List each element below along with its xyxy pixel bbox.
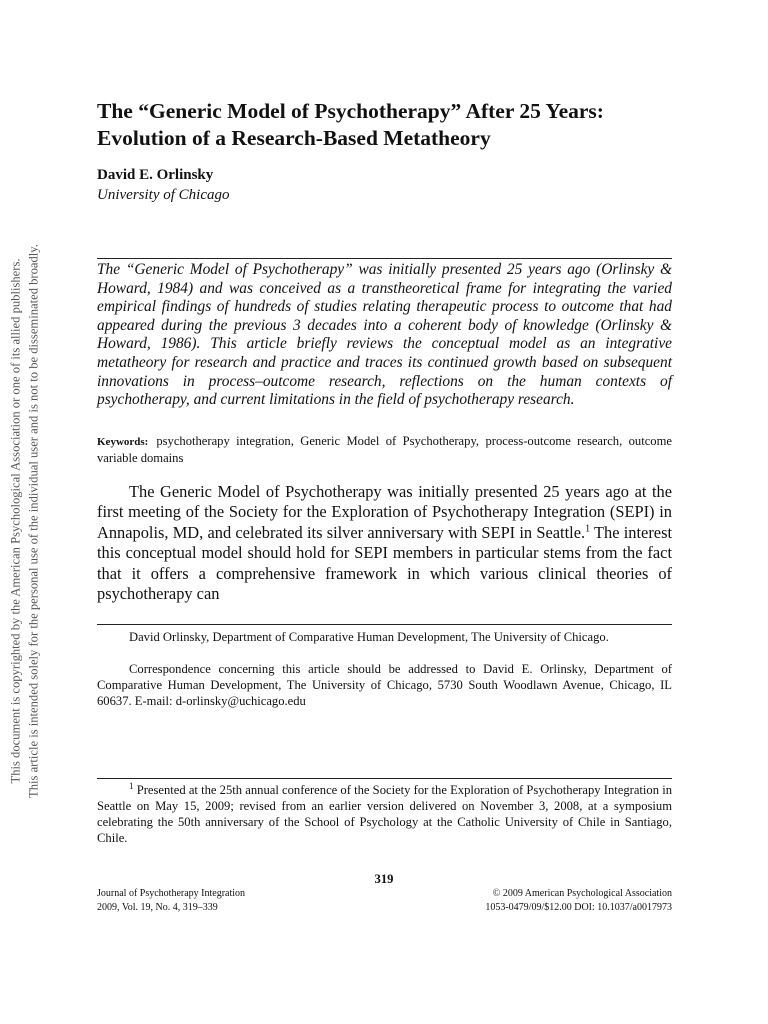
- volume-info: 2009, Vol. 19, No. 4, 319–339: [97, 902, 218, 913]
- footnote: [97, 782, 672, 846]
- footnote-marker: 1: [129, 780, 134, 791]
- author-note-affiliation: David Orlinsky, Department of Comparative Human Development, The University of Chicago.: [129, 630, 609, 644]
- body-text-before-note: The Generic Model of Psychotherapy was initially presented 25 years ago at the first meeting of the Society for the Exploration of Psychotherapy Integration (SEPI) in Annapolis, MD, and celebrated its silver anniversary with SEPI in Seattle.: [97, 482, 672, 542]
- author-note-rule: [97, 624, 672, 625]
- page-number: 319: [374, 872, 394, 886]
- copyright-notice-line-1: This document is copyrighted by the American Psychological Association or one of its allied publishers.: [8, 258, 23, 784]
- body-text-after-note: The interest this conceptual model should hold for SEPI members in particular stems from the fact that it offers a comprehensive framework in which various clinical theories of psychotherapy can: [97, 522, 672, 604]
- footnote-rule: [97, 778, 672, 779]
- copyright-side-notice: [2, 236, 46, 806]
- abstract-top-rule: [97, 258, 672, 259]
- footer-publisher-info: [485, 887, 672, 915]
- body-paragraph: [97, 482, 672, 604]
- journal-name: Journal of Psychotherapy Integration: [97, 888, 246, 899]
- keywords-label: Keywords:: [97, 436, 149, 448]
- keywords-text: psychotherapy integration, Generic Model of Psychotherapy, process-outcome research, outcome variable domains: [97, 434, 672, 465]
- article-title: The “Generic Model of Psychotherapy” After 25 Years: Evolution of a Research-Based Metatheory: [97, 99, 604, 150]
- abstract: The “Generic Model of Psychotherapy” was initially presented 25 years ago (Orlinsky & Howard, 1984) and was conceived as a transtheoretical frame for integrating the varied empirical findings of hundreds of studies relating therapeutic process to outcome that had appeared during the previous 3 decades into a coherent body of knowledge (Orlinsky & Howard, 1986). This article briefly reviews the conceptual model as an integrative metatheory for research and practice and traces its continued growth based on subsequent innovations in process–outcome research, reflections on the human contexts of psychotherapy, and current limitations in the field of psychotherapy research.: [97, 261, 672, 409]
- author-name: David E. Orlinsky: [97, 167, 214, 183]
- footnote-reference: 1: [585, 523, 591, 535]
- copyright-line: © 2009 American Psychological Association: [492, 888, 672, 899]
- author-note-correspondence: Correspondence concerning this article should be addressed to David E. Orlinsky, Department of Comparative Human Development, The University of Chicago, 5730 South Woodlawn Avenue, Chicago, IL 60637. E-mail: d-orlinsky@uchicago.edu: [97, 662, 672, 708]
- copyright-notice-line-2: This article is intended solely for the personal use of the individual user and is not to be disseminated broadly.: [26, 244, 41, 798]
- doi-line: 1053-0479/09/$12.00 DOI: 10.1037/a0017973: [485, 902, 672, 913]
- keywords: [97, 433, 672, 466]
- footer-journal-info: [97, 887, 245, 915]
- footnote-text: Presented at the 25th annual conference of the Society for the Exploration of Psychotherapy Integration in Seattle on May 15, 2009; revised from an earlier version delivered on November 3, 2008, at a symposium celebrating the 50th anniversary of the School of Psychology at the Catholic University of Chile in Santiago, Chile.: [97, 783, 672, 845]
- author-affiliation: University of Chicago: [97, 187, 230, 203]
